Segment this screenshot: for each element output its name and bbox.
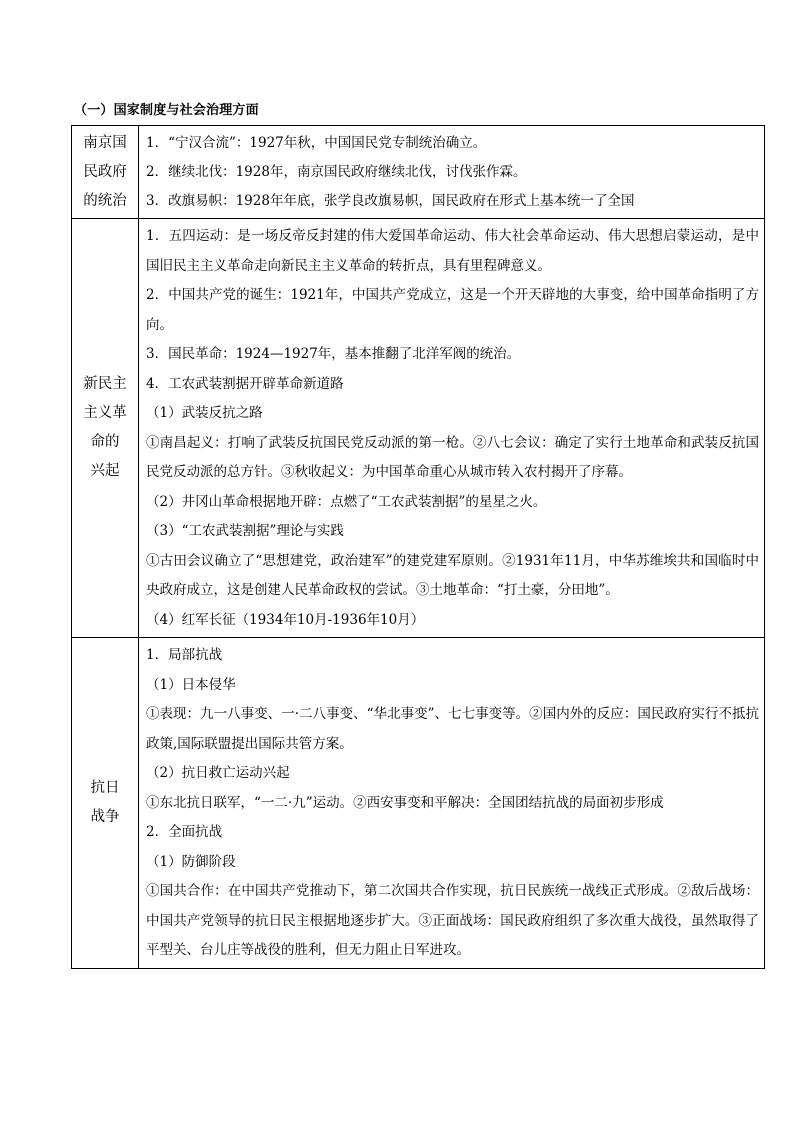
row-title-line: 民政府 xyxy=(83,163,127,180)
content-item: （1）防御阶段 xyxy=(146,853,236,870)
content-item: ①国共合作：在中国共产党推动下，第二次国共合作实现，抗日民族统一战线正式形成。②敌后战场：中国共产党领导的抗日民主根据地逐步扩大。③正面战场：国民政府组织了多次重大战役，虽然取得了平型关、台儿庄等战役的胜利，但无力阻止日军进攻。 xyxy=(146,883,759,958)
content-item: ①东北抗日联军，“一二·九”运动。②西安事变和平解决：全国团结抗战的局面初步形成 xyxy=(146,794,664,811)
section-heading: （一）国家制度与社会治理方面 xyxy=(74,103,259,118)
row-title-new-democratic-revolution xyxy=(72,219,139,638)
row-content-nanjing-government xyxy=(139,126,765,219)
row-title-nanjing-government xyxy=(72,126,139,219)
content-item: （1）日本侵华 xyxy=(146,676,236,693)
row-title-line: 命的 xyxy=(90,434,120,450)
content-item: （2）井冈山革命根据地开辟：点燃了“工农武装割据”的星星之火。 xyxy=(146,493,547,510)
content-item: 2．全面抗战 xyxy=(146,824,223,840)
row-title-line: 主义革 xyxy=(83,405,127,421)
content-item: 2．中国共产党的诞生：1921年，中国共产党成立，这是一个开天辟地的大事变，给中国革命指明了方向。 xyxy=(146,287,759,333)
content-item: （1）武装反抗之路 xyxy=(146,405,263,421)
row-content-new-democratic-revolution xyxy=(139,219,765,638)
row-title-line: 兴起 xyxy=(90,463,120,479)
content-item: （3）“工农武装割据”理论与实践 xyxy=(146,523,344,539)
row-title-anti-japanese-war xyxy=(72,638,139,969)
content-item: 1．局部抗战 xyxy=(146,647,223,663)
content-item: 2．继续北伐：1928年，南京国民政府继续北伐，讨伐张作霖。 xyxy=(146,164,527,180)
row-title-line: 新民主 xyxy=(83,376,127,392)
content-item: （4）红军长征（1934年10月-1936年10月） xyxy=(146,611,425,628)
content-item: 1．五四运动：是一场反帝反封建的伟大爱国革命运动、伟大社会革命运动、伟大思想启蒙运动，是中国旧民主主义革命走向新民主主义革命的转折点，具有里程碑意义。 xyxy=(146,228,759,274)
row-title-line: 的统治 xyxy=(83,192,127,209)
content-item: ①表现：九一八事变、一·二八事变、“华北事变”、七七事变等。②国内外的反应：国民政府实行不抵抗政策,国际联盟提出国际共管方案。 xyxy=(146,706,759,752)
content-item: 4．工农武装割据开辟革命新道路 xyxy=(146,375,344,392)
row-title-line: 南京国 xyxy=(83,134,127,151)
table-row-anti-japanese-war xyxy=(72,638,765,969)
content-item: 3．国民革命：1924—1927年，基本推翻了北洋军阀的统治。 xyxy=(146,346,521,362)
content-item: ①古田会议确立了“思想建党，政治建军”的建党建军原则。②1931年11月，中华苏维埃共和国临时中央政府成立，这是创建人民革命政权的尝试。③土地革命：“打土豪，分田地”。 xyxy=(146,552,759,598)
content-item: ①南昌起义：打响了武装反抗国民党反动派的第一枪。②八七会议：确定了实行土地革命和武装反抗国民党反动派的总方针。③秋收起义：为中国革命重心从城市转入农村揭开了序幕。 xyxy=(146,434,759,480)
row-title-line: 战争 xyxy=(90,808,120,825)
table-row-new-democratic-revolution xyxy=(72,219,765,638)
row-content-anti-japanese-war xyxy=(139,638,765,969)
content-item: 3．改旗易帜：1928年年底，张学良改旗易帜，国民政府在形式上基本统一了全国 xyxy=(146,193,635,209)
table-row-nanjing-government xyxy=(72,126,765,219)
content-item: （2）抗日救亡运动兴起 xyxy=(146,765,290,781)
history-table xyxy=(71,125,765,969)
content-item: 1．“宁汉合流”：1927年秋，中国国民党专制统治确立。 xyxy=(146,135,487,151)
row-title-line: 抗日 xyxy=(90,779,120,796)
